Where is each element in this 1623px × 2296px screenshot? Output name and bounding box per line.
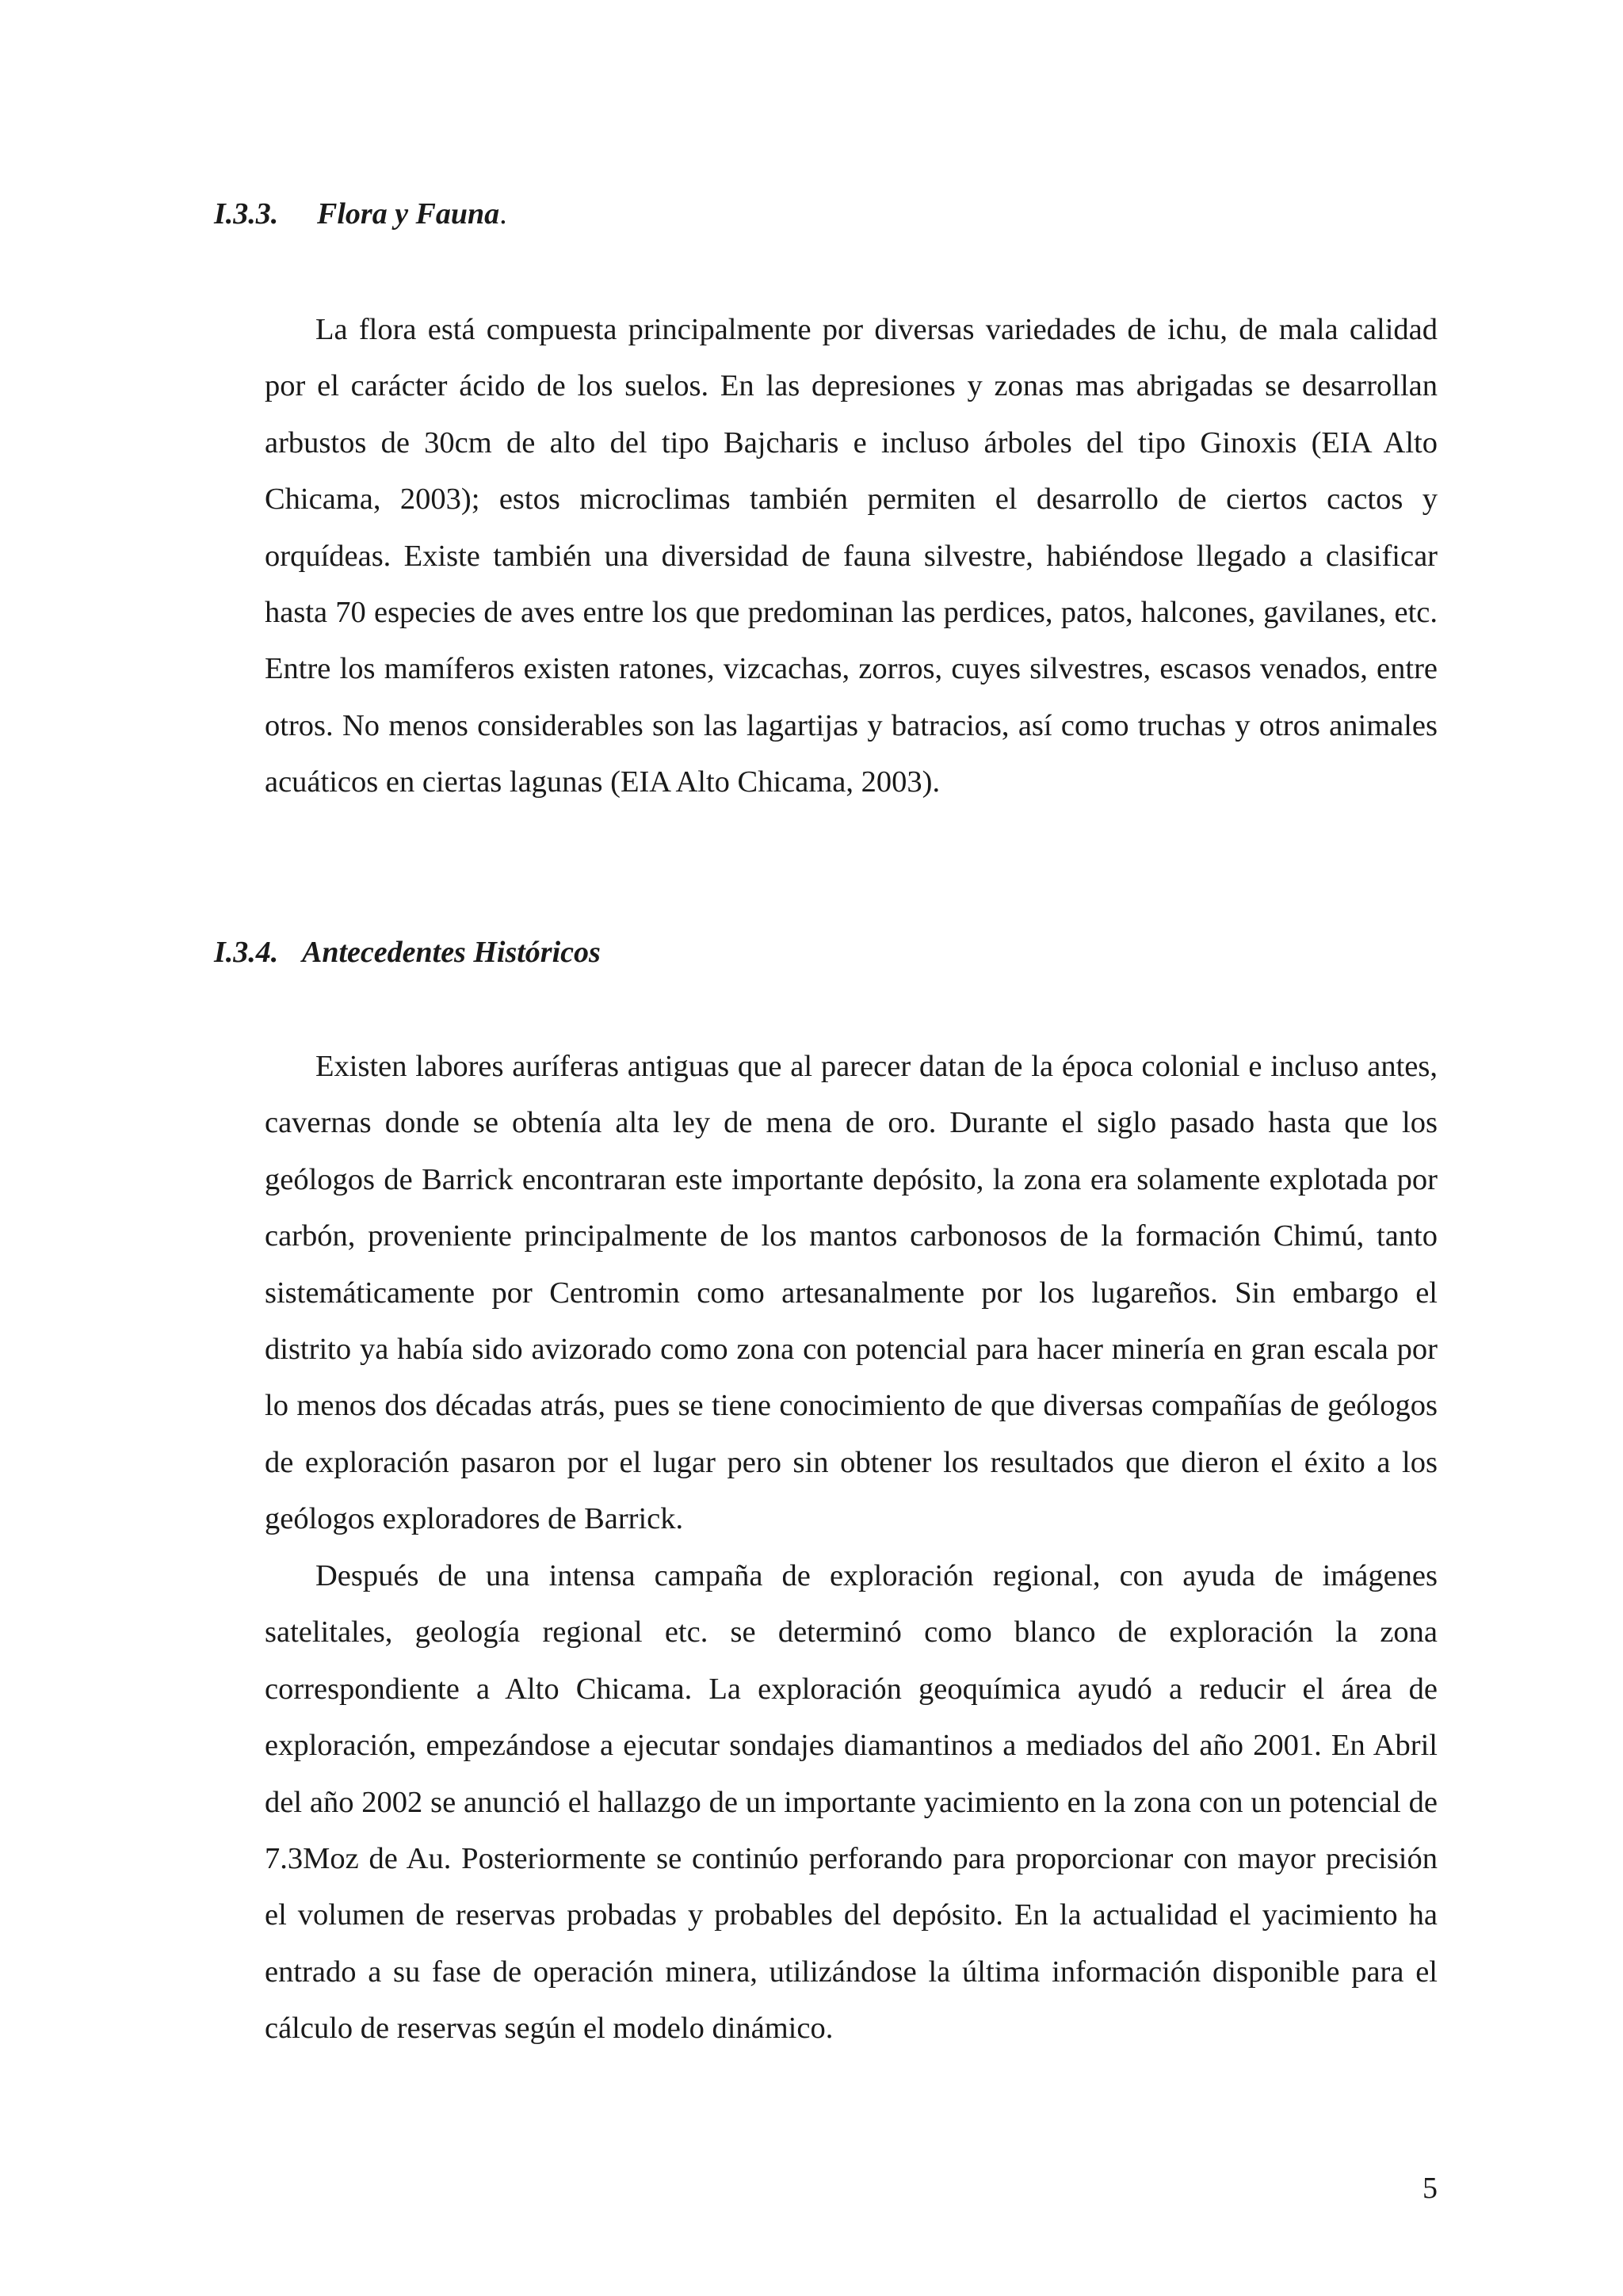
section-title-period: . bbox=[499, 197, 507, 231]
paragraph-flora-fauna: La flora está compuesta principalmente por diversas variedades de ichu, de mala calidad por el carácter ácido de los suelos. En las depresiones y zonas mas abrigadas se desarrollan arbustos de 30cm de alto del tipo Bajcharis e incluso árboles del tipo Ginoxis (EIA Alto Chicama, 2003); estos microclimas también permiten el desarrollo de ciertos cactos y orquídeas. Existe también una diversidad de fauna silvestre, habiéndose llegado a clasificar hasta 70 especies de aves entre los que predominan las perdices, patos, halcones, gavilanes, etc. Entre los mamíferos existen ratones, vizcachas, zorros, cuyes silvestres, escasos venados, entre otros. No menos considerables son las lagartijas y batracios, así como truchas y otros animales acuáticos en ciertas lagunas (EIA Alto Chicama, 2003). bbox=[265, 313, 1438, 799]
section-number: I.3.3. bbox=[214, 197, 279, 231]
paragraph-antecedentes-2: Después de una intensa campaña de exploración regional, con ayuda de imágenes satelitales, geología regional etc. se determinó como blanco de exploración la zona correspondiente a Alto Chicama. La exploración geoquímica ayudó a reducir el área de exploración, empezándose a ejecutar sondajes diamantinos a mediados del año 2001. En Abril del año 2002 se anunció el hallazgo de un importante yacimiento en la zona con un potencial de 7.3Moz de Au. Posteriormente se continúo perforando para proporcionar con mayor precisión el volumen de reservas probadas y probables del depósito. En la actualidad el yacimiento ha entrado a su fase de operación minera, utilizándose la última información disponible para el cálculo de reservas según el modelo dinámico. bbox=[265, 1559, 1438, 2046]
page-number: 5 bbox=[1423, 2172, 1438, 2205]
section-heading-antecedentes bbox=[214, 933, 601, 971]
section-title: Flora y Fauna bbox=[317, 197, 500, 231]
paragraph-antecedentes-1: Existen labores auríferas antiguas que al parecer datan de la época colonial e incluso antes, cavernas donde se obtenía alta ley de mena de oro. Durante el siglo pasado hasta que los geólogos de Barrick encontraran este importante depósito, la zona era solamente explotada por carbón, proveniente principalmente de los mantos carbonosos de la formación Chimú, tanto sistemáticamente por Centromin como artesanalmente por los lugareños. Sin embargo el distrito ya había sido avizorado como zona con potencial para hacer minería en gran escala por lo menos dos décadas atrás, pues se tiene conocimiento de que diversas compañías de geólogos de exploración pasaron por el lugar pero sin obtener los resultados que dieron el éxito a los geólogos exploradores de Barrick. bbox=[265, 1050, 1438, 1536]
section-title: Antecedentes Históricos bbox=[302, 936, 601, 969]
section-heading-flora-fauna bbox=[214, 195, 507, 233]
section-number: I.3.4. bbox=[214, 936, 279, 969]
